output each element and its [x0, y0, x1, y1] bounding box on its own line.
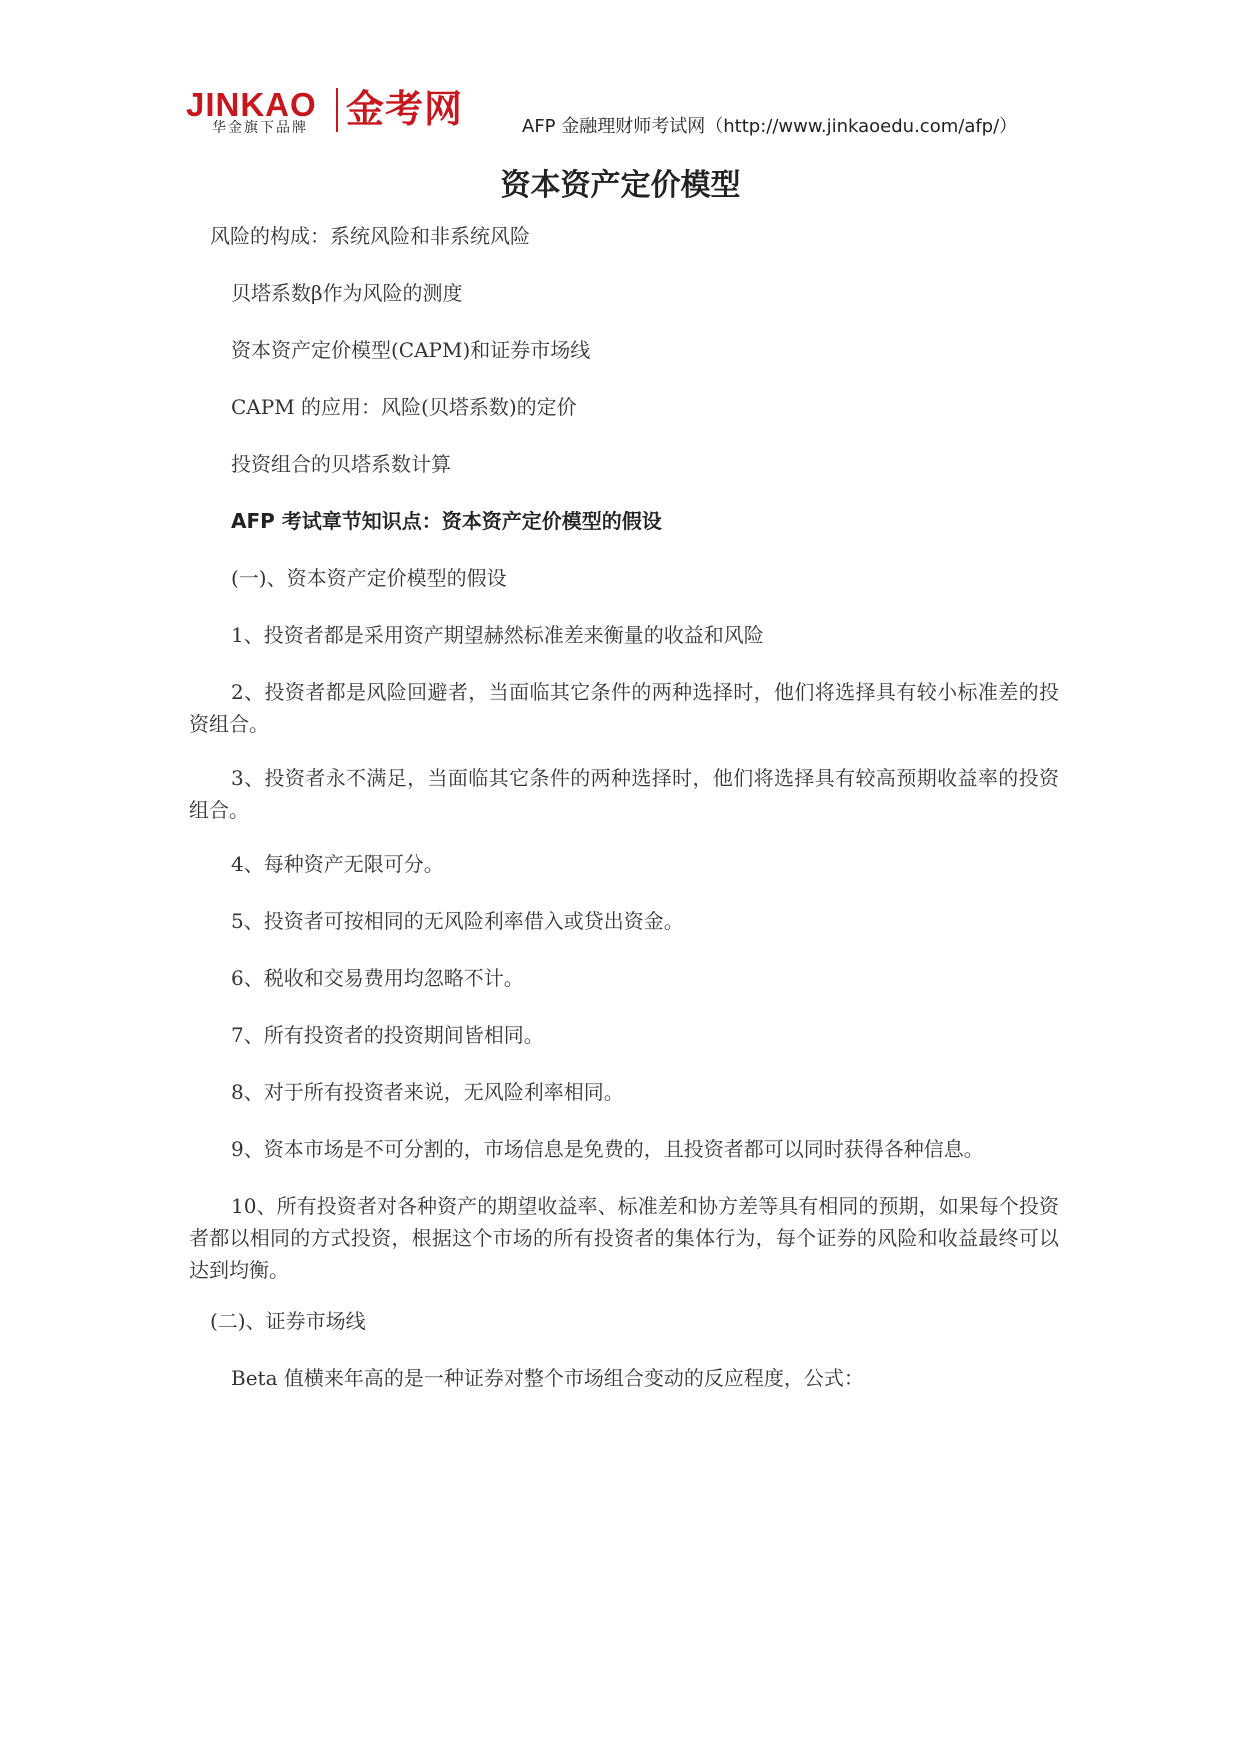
- list-item-assumption-6: 6、税收和交易费用均忽略不计。: [231, 966, 524, 990]
- logo-subtitle: 华金旗下品牌: [212, 120, 308, 136]
- site-link[interactable]: AFP 金融理财师考试网（http://www.jinkaoedu.com/afp/）: [522, 116, 1018, 137]
- list-item-assumption-8: 8、对于所有投资者来说，无风险利率相同。: [231, 1080, 624, 1104]
- paragraph-capm-sml: 资本资产定价模型(CAPM)和证券市场线: [231, 338, 591, 362]
- jinkao-logo[interactable]: [186, 84, 496, 140]
- logo-divider: [336, 88, 338, 132]
- paragraph-beta-measure: 贝塔系数β作为风险的测度: [231, 281, 463, 305]
- logo-chinese-text: 金考网: [346, 87, 464, 131]
- list-item-assumption-4: 4、每种资产无限可分。: [231, 852, 444, 876]
- document-title: 资本资产定价模型: [500, 168, 741, 203]
- paragraph-beta-formula-intro: Beta 值横来年高的是一种证券对整个市场组合变动的反应程度，公式：: [231, 1366, 864, 1390]
- paragraph-capm-application: CAPM 的应用：风险(贝塔系数)的定价: [231, 395, 577, 419]
- list-item-assumption-2: 2、投资者都是风险回避者，当面临其它条件的两种选择时，他们将选择具有较小标准差的投资组合。: [189, 680, 1059, 736]
- subsection-assumptions: (一)、资本资产定价模型的假设: [231, 566, 507, 590]
- page-header: [186, 84, 1066, 144]
- list-item-assumption-3: 3、投资者永不满足，当面临其它条件的两种选择时，他们将选择具有较高预期收益率的投资组合。: [189, 766, 1059, 822]
- paragraph-portfolio-beta: 投资组合的贝塔系数计算: [231, 452, 451, 476]
- list-item-assumption-7: 7、所有投资者的投资期间皆相同。: [231, 1023, 544, 1047]
- section-heading-assumptions: AFP 考试章节知识点：资本资产定价模型的假设: [231, 509, 662, 533]
- paragraph-risk-composition: 风险的构成：系统风险和非系统风险: [210, 224, 530, 248]
- list-item-assumption-9: 9、资本市场是不可分割的，市场信息是免费的，且投资者都可以同时获得各种信息。: [231, 1137, 984, 1161]
- list-item-assumption-1: 1、投资者都是采用资产期望赫然标准差来衡量的收益和风险: [231, 623, 764, 647]
- list-item-assumption-10: 10、所有投资者对各种资产的期望收益率、标准差和协方差等具有相同的预期，如果每个投资者都以相同的方式投资，根据这个市场的所有投资者的集体行为，每个证券的风险和收益最终可以达到均衡。: [189, 1194, 1059, 1282]
- list-item-assumption-5: 5、投资者可按相同的无风险利率借入或贷出资金。: [231, 909, 684, 933]
- subsection-security-market-line: (二)、证券市场线: [210, 1309, 366, 1333]
- logo-english-text: JINKAO: [186, 86, 317, 123]
